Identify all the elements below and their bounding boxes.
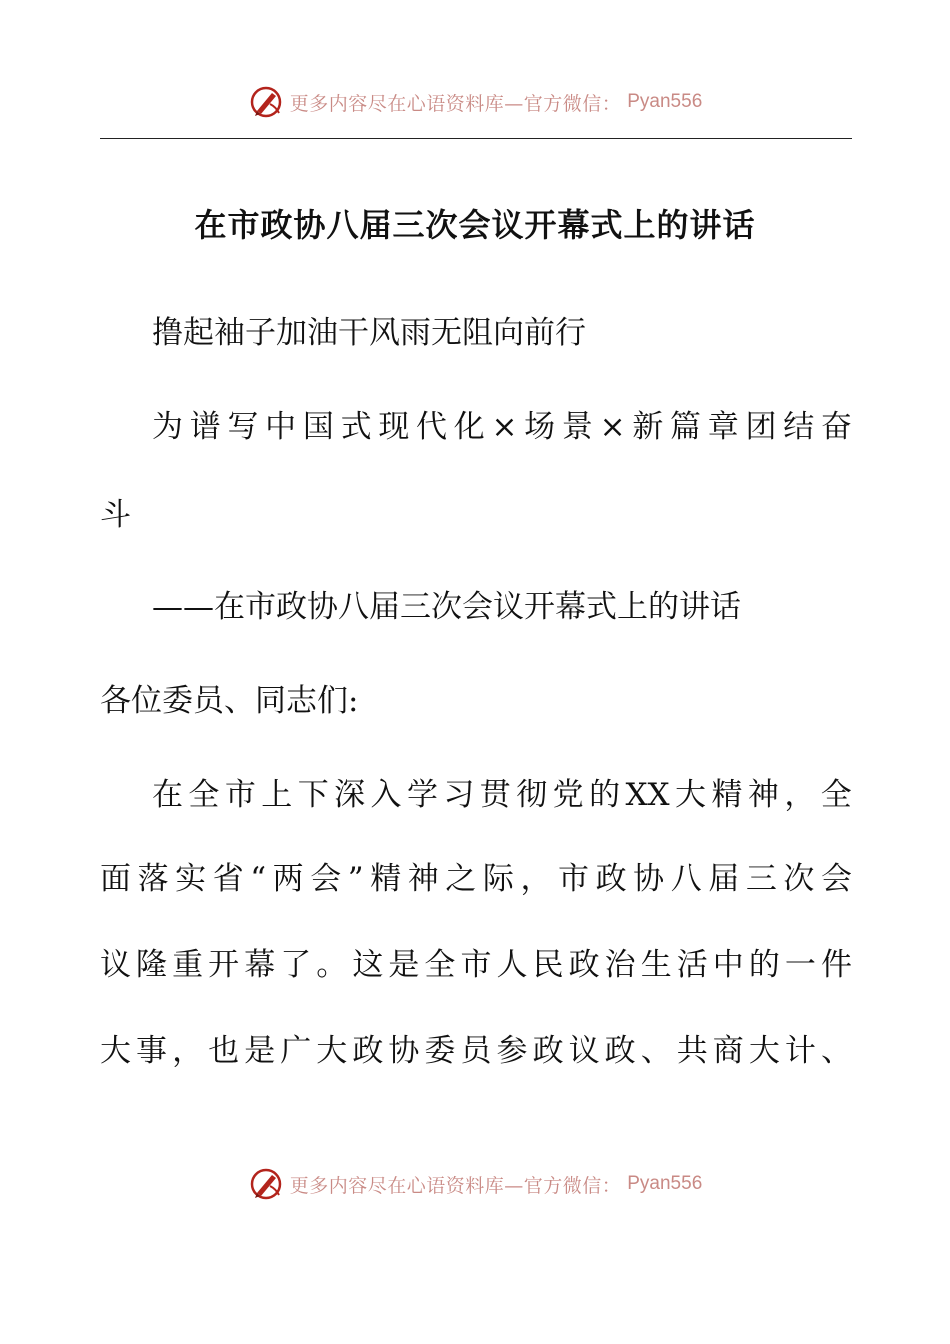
text-glyph: 开 xyxy=(208,947,240,983)
text-glyph: “ xyxy=(250,861,267,897)
text-glyph: 议 xyxy=(100,947,131,983)
text-glyph: 市 xyxy=(558,861,590,897)
text-glyph: 这 xyxy=(352,947,384,983)
text-glyph: 神 xyxy=(747,777,779,813)
text-glyph: 也 xyxy=(208,1033,240,1069)
text-glyph: 民 xyxy=(532,947,564,983)
text-glyph: 谱 xyxy=(189,409,221,445)
text-glyph: 上 xyxy=(261,777,293,813)
text-glyph: 实 xyxy=(175,861,207,897)
text-glyph: 新 xyxy=(632,409,664,445)
text-glyph: 代 xyxy=(416,409,448,445)
text-glyph: 广 xyxy=(280,1033,312,1069)
body-line-1 xyxy=(152,777,852,813)
text-glyph: 全 xyxy=(820,777,852,813)
text-glyph: 在 xyxy=(152,777,183,813)
text-glyph: 员 xyxy=(460,1033,492,1069)
text-glyph: 一 xyxy=(784,947,816,983)
body-line-4 xyxy=(100,1033,852,1069)
text-glyph: 党 xyxy=(552,777,584,813)
text-glyph: 商 xyxy=(712,1033,744,1069)
text-glyph: 精 xyxy=(370,861,402,897)
text-glyph: ， xyxy=(520,861,552,897)
text-glyph: 。 xyxy=(316,947,348,983)
text-glyph: × xyxy=(599,409,626,445)
text-glyph: 重 xyxy=(172,947,204,983)
text-glyph: 奋 xyxy=(820,409,852,445)
text-glyph: 深 xyxy=(334,777,366,813)
footer-wechat-id: Pyan556 xyxy=(627,1173,703,1194)
text-glyph: 中 xyxy=(265,409,297,445)
text-glyph: 现 xyxy=(378,409,410,445)
text-glyph: 政 xyxy=(532,1033,564,1069)
text-glyph: 协 xyxy=(633,861,665,897)
text-glyph: 事 xyxy=(136,1033,168,1069)
text-glyph: 、 xyxy=(640,1033,672,1069)
text-glyph: 写 xyxy=(227,409,259,445)
subtitle-line: 撸起袖子加油干风雨无阻向前行 xyxy=(152,315,586,351)
text-glyph: 团 xyxy=(745,409,777,445)
text-glyph: 、 xyxy=(820,1033,852,1069)
text-glyph: 为 xyxy=(152,409,183,445)
text-glyph: 场 xyxy=(524,409,556,445)
text-glyph: 市 xyxy=(460,947,492,983)
text-glyph: 次 xyxy=(783,861,815,897)
text-glyph: 之 xyxy=(445,861,477,897)
text-glyph: 全 xyxy=(188,777,220,813)
pen-logo-icon xyxy=(248,84,284,120)
body-line-2 xyxy=(100,861,852,897)
text-glyph: XX xyxy=(625,777,670,813)
text-glyph: 参 xyxy=(496,1033,528,1069)
text-glyph: 了 xyxy=(280,947,312,983)
header-banner xyxy=(0,80,950,124)
pen-logo-icon xyxy=(248,1166,284,1202)
text-glyph: 大 xyxy=(748,1033,780,1069)
text-glyph: ” xyxy=(347,861,364,897)
text-glyph: 贯 xyxy=(479,777,511,813)
text-glyph: 市 xyxy=(224,777,256,813)
text-glyph: 八 xyxy=(670,861,702,897)
footer-banner xyxy=(0,1162,950,1206)
text-glyph: 人 xyxy=(496,947,528,983)
text-glyph: 精 xyxy=(711,777,743,813)
text-glyph: 幕 xyxy=(244,947,276,983)
text-glyph: 届 xyxy=(708,861,740,897)
text-glyph: × xyxy=(491,409,518,445)
salutation-line: 各位委员、同志们: xyxy=(100,683,359,719)
headline-line-2: 斗 xyxy=(100,497,131,533)
text-glyph: 政 xyxy=(568,947,600,983)
text-glyph: 彻 xyxy=(516,777,548,813)
text-glyph: 习 xyxy=(443,777,475,813)
text-glyph: 结 xyxy=(783,409,815,445)
header-divider xyxy=(100,138,852,139)
text-glyph: ， xyxy=(172,1033,204,1069)
text-glyph: 大 xyxy=(316,1033,348,1069)
text-glyph: 生 xyxy=(640,947,672,983)
text-glyph: 共 xyxy=(676,1033,708,1069)
text-glyph: 协 xyxy=(388,1033,420,1069)
text-glyph: 全 xyxy=(424,947,456,983)
text-glyph: 的 xyxy=(589,777,621,813)
text-glyph: 会 xyxy=(820,861,852,897)
text-glyph: 两 xyxy=(272,861,304,897)
header-wechat-id: Pyan556 xyxy=(627,91,703,112)
text-glyph: 面 xyxy=(100,861,131,897)
text-glyph: 章 xyxy=(707,409,739,445)
text-glyph: 落 xyxy=(137,861,169,897)
text-glyph: 省 xyxy=(212,861,244,897)
text-glyph: 是 xyxy=(244,1033,276,1069)
header-banner-text: 更多内容尽在心语资料库—官方微信： xyxy=(289,92,622,115)
text-glyph: 会 xyxy=(310,861,342,897)
text-glyph: 议 xyxy=(568,1033,600,1069)
text-glyph: 大 xyxy=(100,1033,131,1069)
text-glyph: 入 xyxy=(370,777,402,813)
text-glyph: 治 xyxy=(604,947,636,983)
text-glyph: 的 xyxy=(748,947,780,983)
text-glyph: 式 xyxy=(340,409,372,445)
text-glyph: 景 xyxy=(561,409,593,445)
text-glyph: 是 xyxy=(388,947,420,983)
text-glyph: 件 xyxy=(820,947,852,983)
document-title: 在市政协八届三次会议开幕式上的讲话 xyxy=(194,206,756,244)
text-glyph: 大 xyxy=(675,777,707,813)
text-glyph: 政 xyxy=(352,1033,384,1069)
text-glyph: 隆 xyxy=(136,947,168,983)
text-glyph: 神 xyxy=(407,861,439,897)
text-glyph: 学 xyxy=(406,777,438,813)
footer-banner-text: 更多内容尽在心语资料库—官方微信： xyxy=(289,1174,622,1197)
speech-occasion-line: ——在市政协八届三次会议开幕式上的讲话 xyxy=(152,589,741,625)
text-glyph: ， xyxy=(784,777,816,813)
text-glyph: 国 xyxy=(302,409,334,445)
text-glyph: 委 xyxy=(424,1033,456,1069)
text-glyph: 活 xyxy=(676,947,708,983)
text-glyph: 三 xyxy=(745,861,777,897)
text-glyph: 下 xyxy=(297,777,329,813)
headline-line-1 xyxy=(152,409,852,445)
text-glyph: 篇 xyxy=(670,409,702,445)
text-glyph: 际 xyxy=(482,861,514,897)
body-line-3 xyxy=(100,947,852,983)
text-glyph: 计 xyxy=(784,1033,816,1069)
text-glyph: 化 xyxy=(453,409,485,445)
text-glyph: 政 xyxy=(604,1033,636,1069)
text-glyph: 政 xyxy=(595,861,627,897)
text-glyph: 中 xyxy=(712,947,744,983)
